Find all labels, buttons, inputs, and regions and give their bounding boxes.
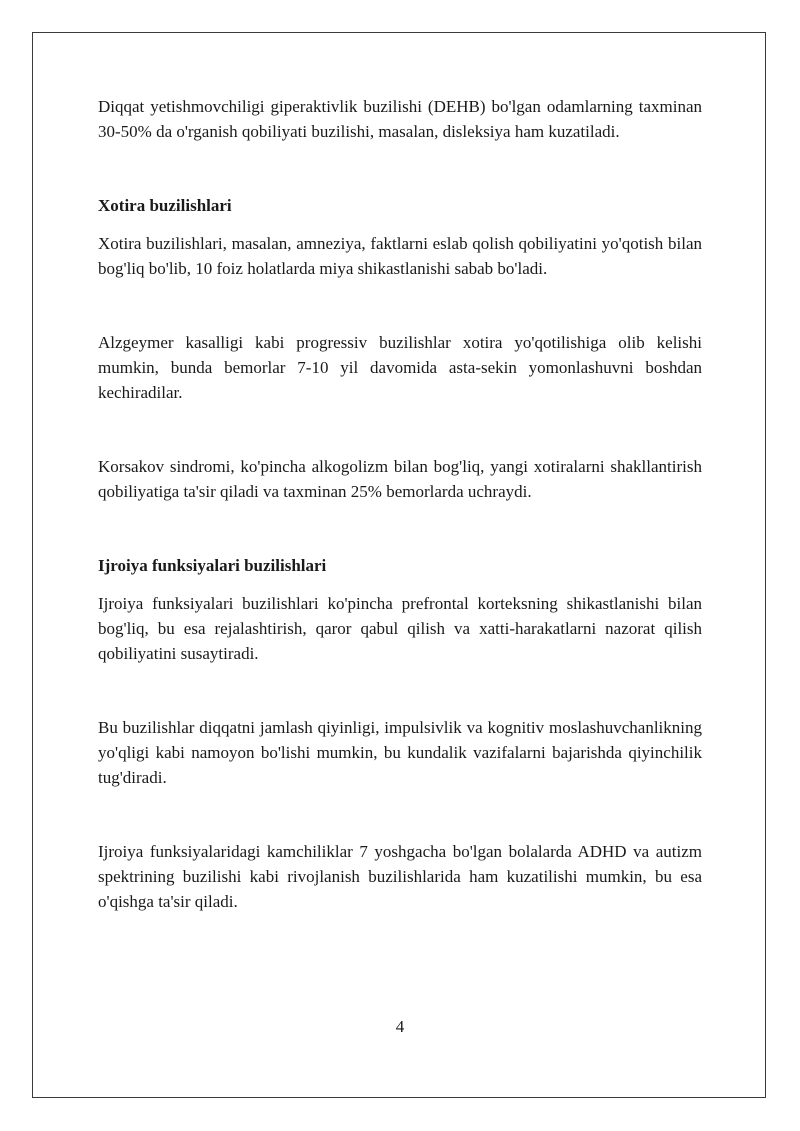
paragraph-korsakov: Korsakov sindromi, ko'pincha alkogolizm bilan bog'liq, yangi xotiralarni shakllantirish qobiliyatiga ta'sir qiladi va taxminan 25% bemorlarda uchraydi. — [98, 457, 702, 501]
paragraph-symptoms: Bu buzilishlar diqqatni jamlash qiyinligi, impulsivlik va kognitiv moslashuvchanlikning yo'qligi kabi namoyon bo'lishi mumkin, bu kundalik vazifalarni bajarishda qiyinchilik tug'diradi. — [98, 718, 702, 787]
document-body — [98, 94, 702, 914]
paragraph-alzheimer: Alzgeymer kasalligi kabi progressiv buzilishlar xotira yo'qotilishiga olib kelishi mumkin, bunda bemorlar 7-10 yil davomida asta-sekin yomonlashuvni boshdan kechiradilar. — [98, 333, 702, 402]
heading-executive-disorders: Ijroiya funksiyalari buzilishlari — [98, 556, 327, 575]
paragraph-prefrontal: Ijroiya funksiyalari buzilishlari ko'pincha prefrontal korteksning shikastlanishi bilan bog'liq, bu esa rejalashtirish, qaror qabul qilish va xatti-harakatlarni nazorat qilish qobiliyatini susaytiradi. — [98, 594, 702, 663]
paragraph-children: Ijroiya funksiyalaridagi kamchiliklar 7 yoshgacha bo'lgan bolalarda ADHD va autizm spektrining buzilishi kabi rivojlanish buzilishlarida ham kuzatilishi mumkin, bu esa o'qishga ta'sir qiladi. — [98, 842, 702, 911]
page-number: 4 — [395, 1017, 405, 1036]
heading-memory-disorders: Xotira buzilishlari — [98, 196, 232, 215]
paragraph-amnesia: Xotira buzilishlari, masalan, amneziya, faktlarni eslab qolish qobiliyatini yo'qotish bilan bog'liq bo'lib, 10 foiz holatlarda miya shikastlanishi sabab bo'ladi. — [98, 234, 702, 278]
paragraph-dehb-learning: Diqqat yetishmovchiligi giperaktivlik buzilishi (DEHB) bo'lgan odamlarning taxminan 30-50% da o'rganish qobiliyati buzilishi, masalan, disleksiya ham kuzatiladi. — [98, 97, 702, 141]
